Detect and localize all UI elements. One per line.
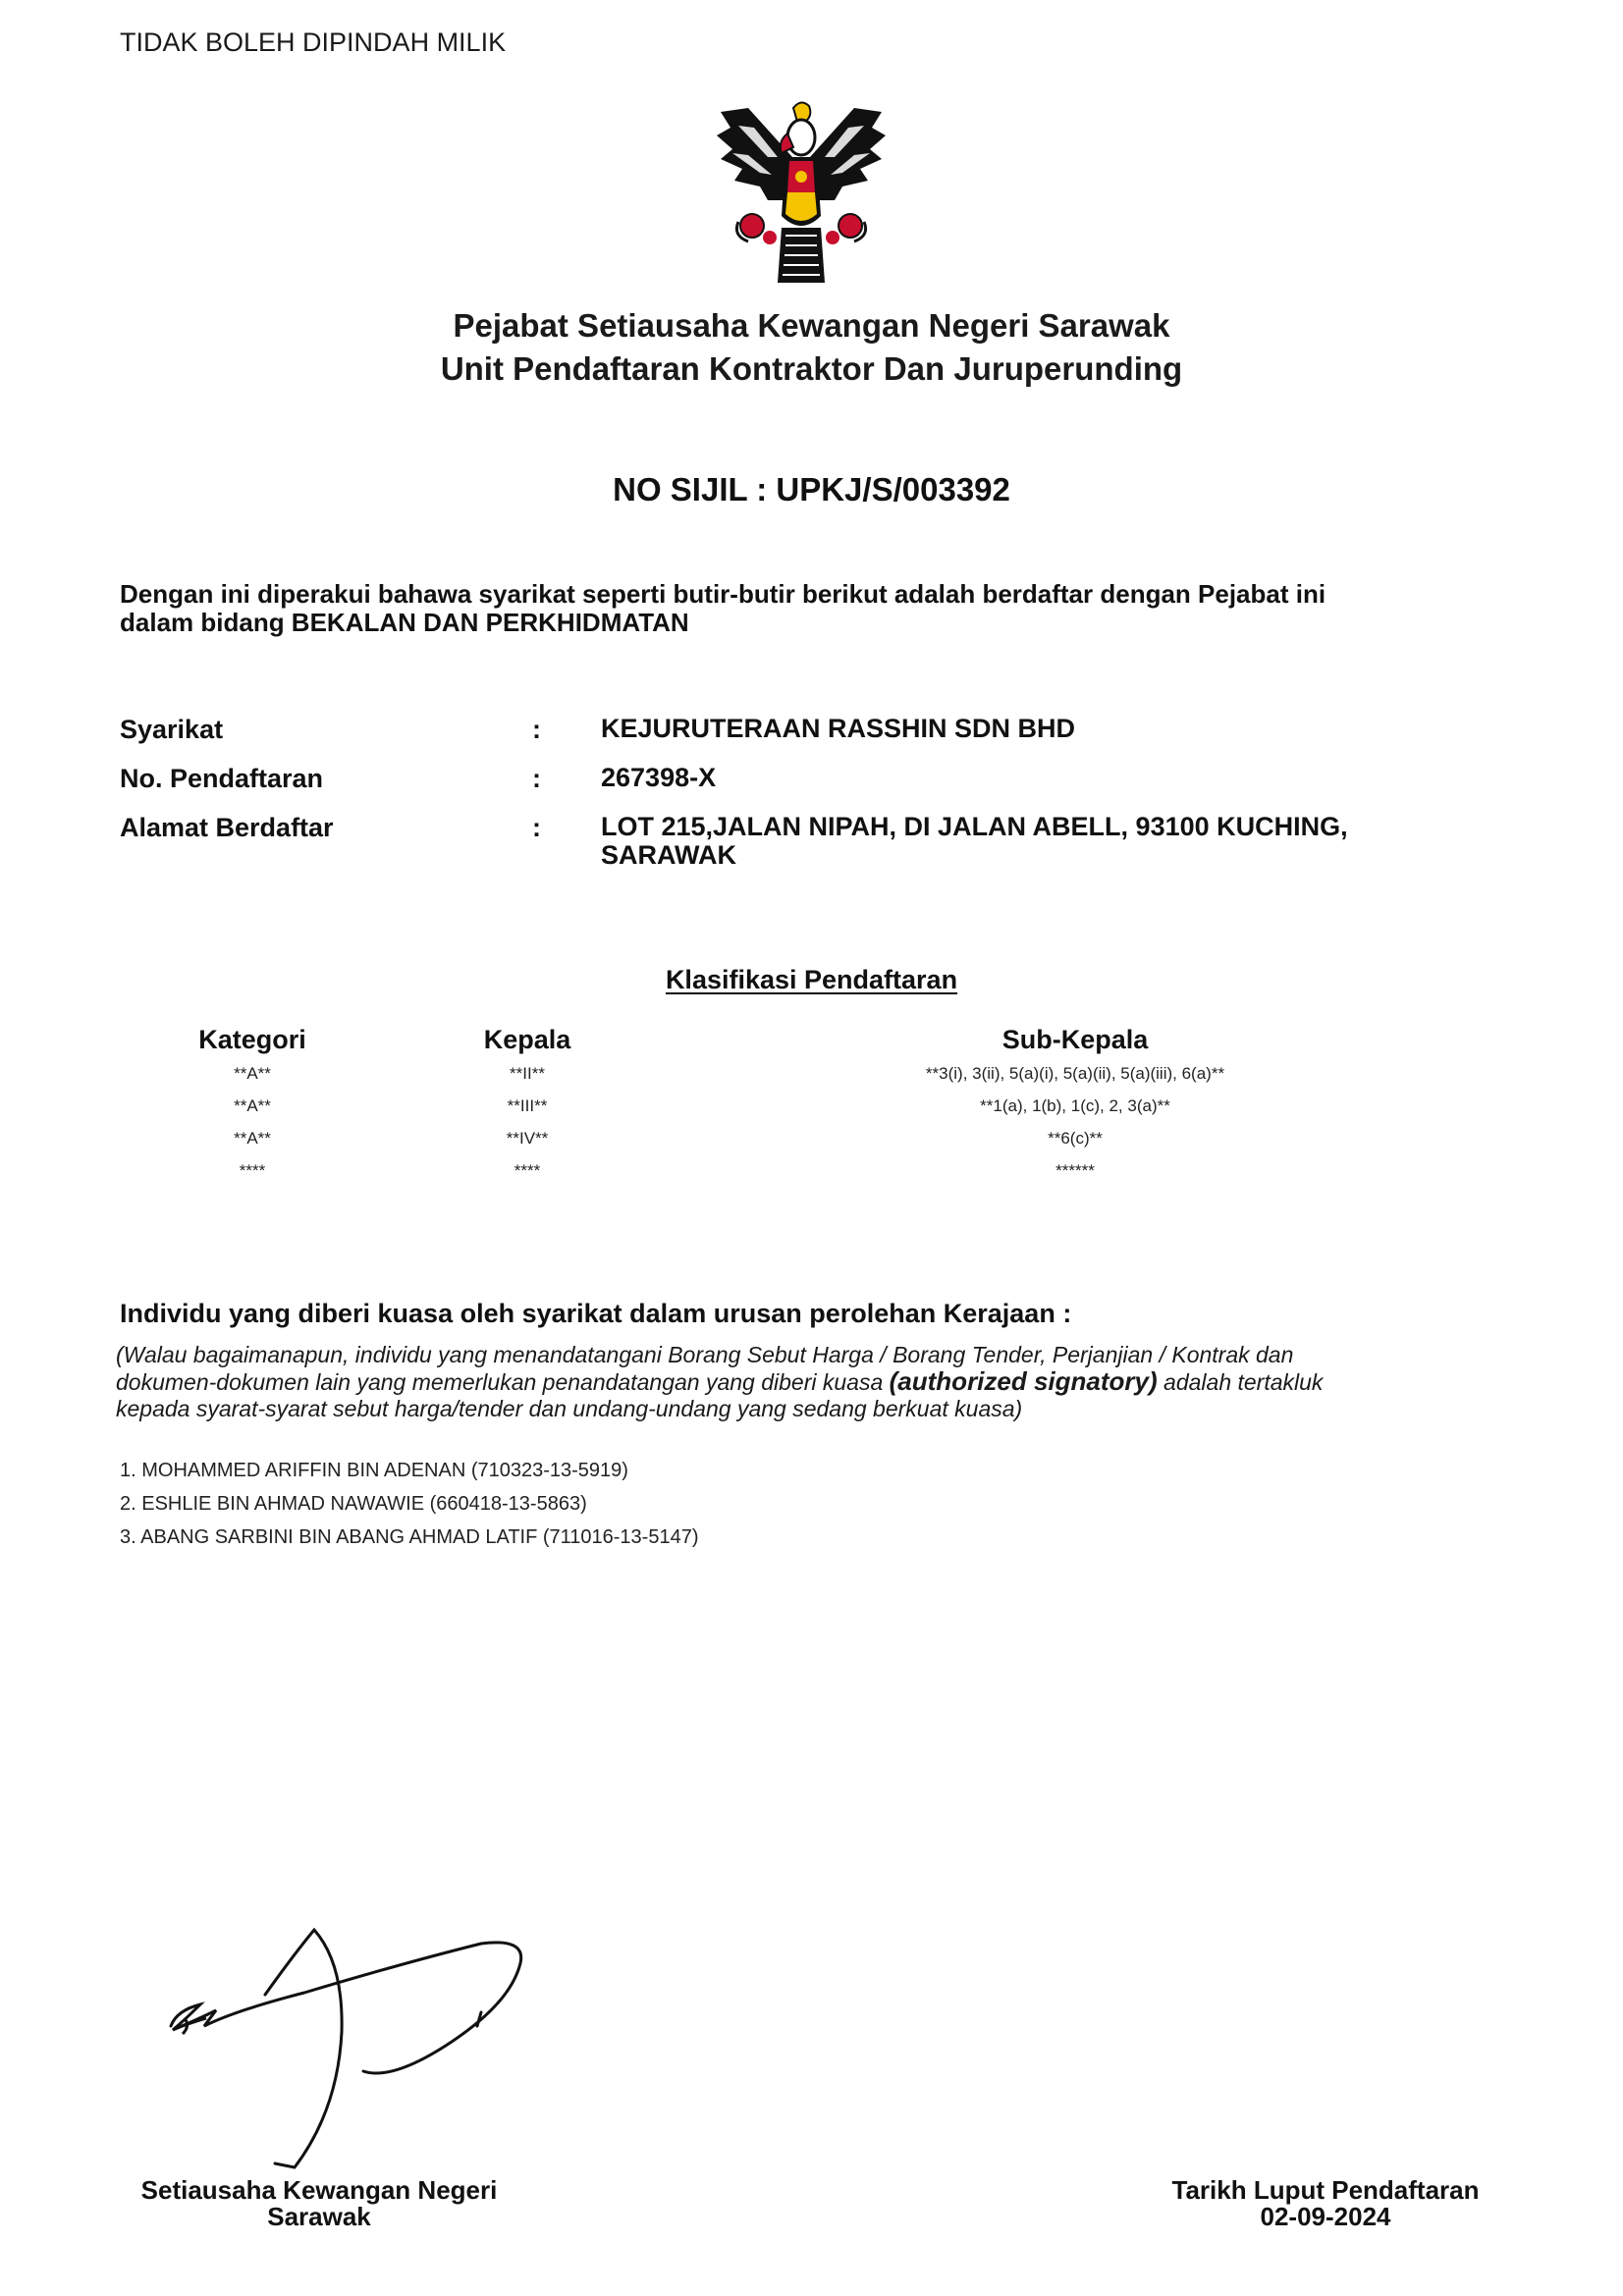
registration-no-value: 267398-X	[601, 763, 717, 792]
registration-no-label: No. Pendaftaran	[120, 764, 324, 793]
authorized-person-3: 3. ABANG SARBINI BIN ABANG AHMAD LATIF (711016-13-5147)	[120, 1526, 699, 1548]
row4-kepala: ****	[514, 1161, 541, 1180]
signatory-title	[103, 2177, 535, 2230]
disclaimer-line2	[116, 1368, 1490, 1396]
classification-title	[0, 965, 1623, 995]
address-line1: LOT 215,JALAN NIPAH, DI JALAN ABELL, 93100 KUCHING,	[601, 812, 1348, 841]
expiry-label: Tarikh Luput Pendaftaran	[1171, 2175, 1480, 2205]
row1-kepala: **II**	[510, 1064, 545, 1083]
authorized-person-2: 2. ESHLIE BIN AHMAD NAWAWIE (660418-13-5863)	[120, 1493, 587, 1515]
row2-kepala: **III**	[507, 1096, 548, 1115]
address-colon: :	[532, 813, 541, 842]
office-name-line2: Unit Pendaftaran Kontraktor Dan Juruperunding	[440, 350, 1183, 387]
authorized-disclaimer	[116, 1342, 1490, 1422]
company-value: KEJURUTERAAN RASSHIN SDN BHD	[601, 714, 1076, 743]
non-transferable-notice: TIDAK BOLEH DIPINDAH MILIK	[120, 27, 507, 57]
certification-statement-line2: dalam bidang BEKALAN DAN PERKHIDMATAN	[120, 608, 689, 637]
certification-statement-line1: Dengan ini diperakui bahawa syarikat seperti butir-butir berikut adalah berdaftar dengan Pejabat ini	[120, 579, 1326, 609]
header-sub-kepala: Sub-Kepala	[1001, 1025, 1149, 1054]
row1-kategori: **A**	[234, 1064, 271, 1083]
signatory-title-line1: Setiausaha Kewangan Negeri	[140, 2175, 498, 2205]
signature-icon	[157, 1924, 550, 2179]
office-name-line1: Pejabat Setiausaha Kewangan Negeri Sarawak	[453, 307, 1170, 344]
row1-sub-kepala: **3(i), 3(ii), 5(a)(i), 5(a)(ii), 5(a)(iii), 6(a)**	[925, 1064, 1225, 1083]
authorized-individuals-heading: Individu yang diberi kuasa oleh syarikat dalam urusan perolehan Kerajaan :	[120, 1299, 1072, 1328]
certificate-number: NO SIJIL : UPKJ/S/003392	[613, 471, 1010, 507]
row3-kategori: **A**	[234, 1129, 271, 1148]
address-value	[601, 813, 1445, 870]
disclaimer-line3: kepada syarat-syarat sebut harga/tender dan undang-undang yang sedang berkuat kuasa)	[116, 1396, 1023, 1421]
expiry-block	[1129, 2177, 1522, 2230]
row2-sub-kepala: **1(a), 1(b), 1(c), 2, 3(a)**	[980, 1096, 1170, 1115]
disclaimer-line2-part1: dokumen-dokumen lain yang memerlukan penandatangan yang diberi kuasa	[116, 1369, 890, 1395]
certification-statement	[120, 580, 1435, 637]
expiry-date: 02-09-2024	[1260, 2202, 1391, 2231]
address-line2: SARAWAK	[601, 840, 737, 870]
row2-kategori: **A**	[234, 1096, 271, 1115]
row4-sub-kepala: ******	[1055, 1161, 1095, 1180]
classification-title-text: Klasifikasi Pendaftaran	[665, 965, 958, 994]
row4-kategori: ****	[239, 1161, 266, 1180]
row3-kepala: **IV**	[506, 1129, 549, 1148]
header-kategori: Kategori	[198, 1025, 306, 1054]
company-label: Syarikat	[120, 715, 224, 744]
registration-no-colon: :	[532, 764, 541, 793]
authorized-signatory-emphasis: (authorized signatory)	[889, 1366, 1158, 1396]
address-label: Alamat Berdaftar	[120, 813, 334, 842]
disclaimer-line2-part3: adalah tertakluk	[1157, 1369, 1324, 1395]
row3-sub-kepala: **6(c)**	[1048, 1129, 1103, 1148]
authorized-person-1: 1. MOHAMMED ARIFFIN BIN ADENAN (710323-13-5919)	[120, 1460, 628, 1481]
company-colon: :	[532, 715, 541, 744]
disclaimer-line1: (Walau bagaimanapun, individu yang menandatangani Borang Sebut Harga / Borang Tender, Perjanjian / Kontrak dan	[116, 1342, 1294, 1367]
sarawak-crest-icon	[709, 98, 893, 291]
header-kepala: Kepala	[483, 1025, 571, 1054]
signatory-title-line2: Sarawak	[267, 2202, 371, 2231]
